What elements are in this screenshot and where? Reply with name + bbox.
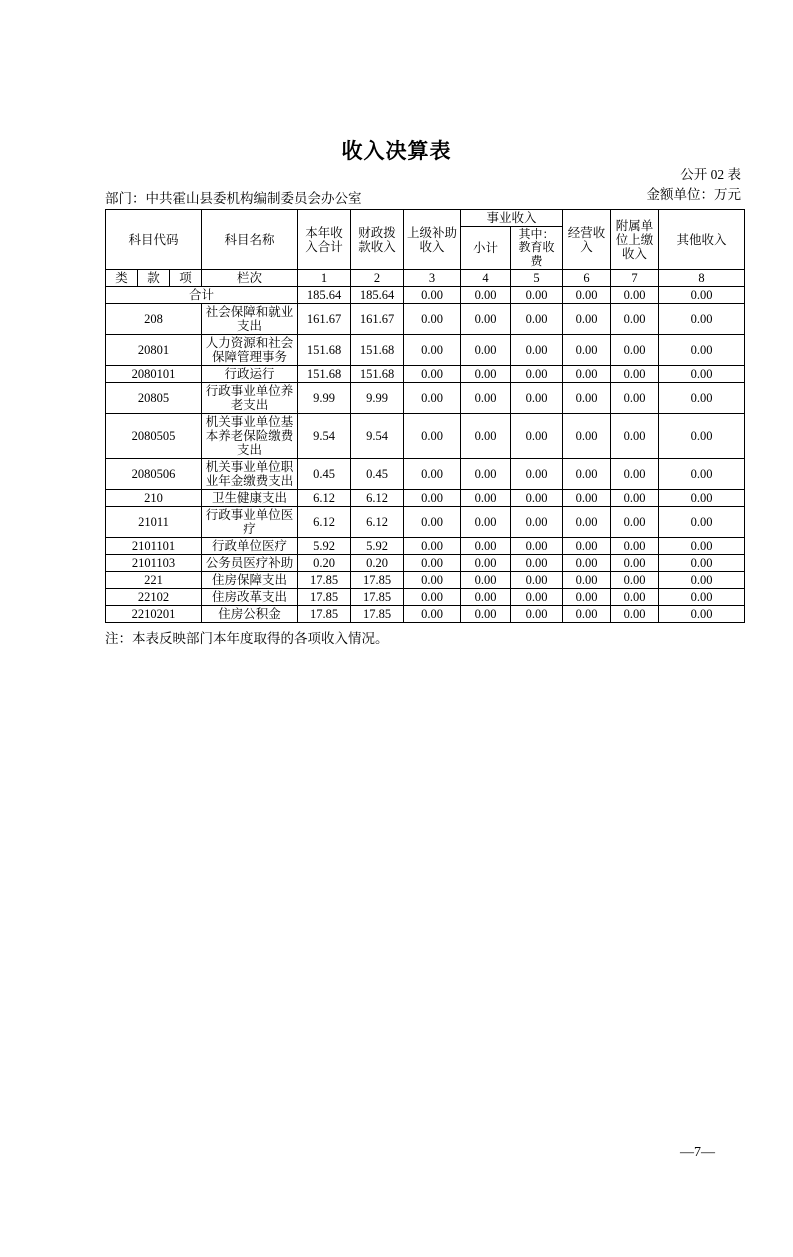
row-value-col-2: 151.68 bbox=[351, 366, 404, 383]
row-value-col-2: 9.99 bbox=[351, 383, 404, 414]
table-row bbox=[106, 304, 745, 335]
row-value-col-3: 0.00 bbox=[404, 555, 461, 572]
row-value-col-5: 0.00 bbox=[511, 555, 563, 572]
row-subject-name: 行政事业单位医疗 bbox=[202, 507, 298, 538]
page-number: —7— bbox=[680, 1145, 715, 1160]
row-subject-code: 2101103 bbox=[106, 555, 202, 572]
row-value-col-1: 0.20 bbox=[298, 555, 351, 572]
header-fiscal-appropriation: 财政拨款收入 bbox=[351, 210, 404, 270]
row-subject-name: 住房改革支出 bbox=[202, 589, 298, 606]
row-value-col-3: 0.00 bbox=[404, 414, 461, 459]
row-value-col-6: 0.00 bbox=[563, 366, 611, 383]
row-value-col-1: 17.85 bbox=[298, 572, 351, 589]
row-value-col-6: 0.00 bbox=[563, 383, 611, 414]
header-class: 类 bbox=[106, 270, 138, 287]
row-value-col-4: 0.00 bbox=[461, 304, 511, 335]
row-value-col-2: 17.85 bbox=[351, 572, 404, 589]
table-note: 注：本表反映部门本年度取得的各项收入情况。 bbox=[105, 631, 389, 647]
row-value-col-8: 0.00 bbox=[659, 383, 745, 414]
row-value-col-8: 0.00 bbox=[659, 335, 745, 366]
header-operating-income: 经营收入 bbox=[563, 210, 611, 270]
row-value-col-6: 0.00 bbox=[563, 287, 611, 304]
row-value-col-3: 0.00 bbox=[404, 490, 461, 507]
row-value-col-4: 0.00 bbox=[461, 507, 511, 538]
row-subject-code: 221 bbox=[106, 572, 202, 589]
row-subject-name: 卫生健康支出 bbox=[202, 490, 298, 507]
row-value-col-6: 0.00 bbox=[563, 335, 611, 366]
row-value-col-6: 0.00 bbox=[563, 304, 611, 335]
row-value-col-8: 0.00 bbox=[659, 538, 745, 555]
column-number-1: 1 bbox=[298, 270, 351, 287]
row-subject-code: 208 bbox=[106, 304, 202, 335]
table-body bbox=[106, 287, 745, 623]
row-value-col-4: 0.00 bbox=[461, 287, 511, 304]
row-value-col-5: 0.00 bbox=[511, 538, 563, 555]
row-subject-name: 公务员医疗补助 bbox=[202, 555, 298, 572]
row-value-col-4: 0.00 bbox=[461, 459, 511, 490]
row-value-col-1: 6.12 bbox=[298, 507, 351, 538]
row-value-col-7: 0.00 bbox=[611, 366, 659, 383]
row-value-col-1: 161.67 bbox=[298, 304, 351, 335]
row-value-col-7: 0.00 bbox=[611, 606, 659, 623]
row-value-col-7: 0.00 bbox=[611, 383, 659, 414]
header-section: 款 bbox=[138, 270, 170, 287]
row-subject-name: 住房公积金 bbox=[202, 606, 298, 623]
row-value-col-8: 0.00 bbox=[659, 589, 745, 606]
row-value-col-2: 161.67 bbox=[351, 304, 404, 335]
row-subject-code: 21011 bbox=[106, 507, 202, 538]
row-value-col-3: 0.00 bbox=[404, 383, 461, 414]
row-value-col-5: 0.00 bbox=[511, 589, 563, 606]
table-row bbox=[106, 459, 745, 490]
row-value-col-7: 0.00 bbox=[611, 304, 659, 335]
row-value-col-5: 0.00 bbox=[511, 572, 563, 589]
row-value-col-1: 9.99 bbox=[298, 383, 351, 414]
table-row bbox=[106, 383, 745, 414]
row-value-col-5: 0.00 bbox=[511, 459, 563, 490]
row-value-col-8: 0.00 bbox=[659, 490, 745, 507]
row-value-col-2: 151.68 bbox=[351, 335, 404, 366]
row-value-col-5: 0.00 bbox=[511, 366, 563, 383]
row-value-col-7: 0.00 bbox=[611, 589, 659, 606]
row-value-col-2: 6.12 bbox=[351, 490, 404, 507]
row-value-col-2: 17.85 bbox=[351, 606, 404, 623]
header-business-edu-fee: 其中：教育收费 bbox=[511, 227, 563, 270]
row-value-col-8: 0.00 bbox=[659, 366, 745, 383]
header-business-subtotal: 小计 bbox=[461, 227, 511, 270]
column-number-4: 4 bbox=[461, 270, 511, 287]
row-value-col-1: 9.54 bbox=[298, 414, 351, 459]
row-value-col-5: 0.00 bbox=[511, 383, 563, 414]
row-subject-code: 2210201 bbox=[106, 606, 202, 623]
row-value-col-5: 0.00 bbox=[511, 287, 563, 304]
row-value-col-1: 17.85 bbox=[298, 589, 351, 606]
table-row bbox=[106, 538, 745, 555]
row-subject-name: 机关事业单位职业年金缴费支出 bbox=[202, 459, 298, 490]
row-value-col-4: 0.00 bbox=[461, 572, 511, 589]
column-number-3: 3 bbox=[404, 270, 461, 287]
amount-unit-label: 金额单位：万元 bbox=[646, 187, 741, 202]
row-value-col-5: 0.00 bbox=[511, 414, 563, 459]
row-value-col-6: 0.00 bbox=[563, 507, 611, 538]
row-value-col-2: 5.92 bbox=[351, 538, 404, 555]
row-value-col-6: 0.00 bbox=[563, 459, 611, 490]
row-value-col-3: 0.00 bbox=[404, 538, 461, 555]
row-subject-name: 住房保障支出 bbox=[202, 572, 298, 589]
row-subject-code: 210 bbox=[106, 490, 202, 507]
header-subject-code: 科目代码 bbox=[106, 210, 202, 270]
row-subject-name: 行政运行 bbox=[202, 366, 298, 383]
table-row bbox=[106, 507, 745, 538]
row-value-col-7: 0.00 bbox=[611, 555, 659, 572]
row-value-col-3: 0.00 bbox=[404, 304, 461, 335]
table-row bbox=[106, 287, 745, 304]
header-superior-subsidy: 上级补助收入 bbox=[404, 210, 461, 270]
column-number-7: 7 bbox=[611, 270, 659, 287]
row-value-col-5: 0.00 bbox=[511, 304, 563, 335]
row-value-col-2: 0.45 bbox=[351, 459, 404, 490]
row-subject-name: 行政单位医疗 bbox=[202, 538, 298, 555]
row-value-col-6: 0.00 bbox=[563, 490, 611, 507]
row-subject-code: 2080505 bbox=[106, 414, 202, 459]
row-value-col-1: 151.68 bbox=[298, 366, 351, 383]
row-value-col-8: 0.00 bbox=[659, 507, 745, 538]
row-value-col-2: 0.20 bbox=[351, 555, 404, 572]
row-subject-code: 20805 bbox=[106, 383, 202, 414]
row-value-col-7: 0.00 bbox=[611, 414, 659, 459]
row-value-col-4: 0.00 bbox=[461, 383, 511, 414]
table-header-row-3 bbox=[106, 270, 745, 287]
row-value-col-1: 17.85 bbox=[298, 606, 351, 623]
row-value-col-2: 9.54 bbox=[351, 414, 404, 459]
header-business-income: 事业收入 bbox=[461, 210, 563, 227]
header-other-income: 其他收入 bbox=[659, 210, 745, 270]
row-value-col-4: 0.00 bbox=[461, 606, 511, 623]
row-subject-name: 机关事业单位基本养老保险缴费支出 bbox=[202, 414, 298, 459]
row-value-col-4: 0.00 bbox=[461, 414, 511, 459]
row-value-col-8: 0.00 bbox=[659, 304, 745, 335]
row-value-col-1: 0.45 bbox=[298, 459, 351, 490]
row-value-col-6: 0.00 bbox=[563, 414, 611, 459]
row-value-col-7: 0.00 bbox=[611, 507, 659, 538]
row-value-col-3: 0.00 bbox=[404, 507, 461, 538]
table-row bbox=[106, 490, 745, 507]
row-subject-name: 人力资源和社会保障管理事务 bbox=[202, 335, 298, 366]
column-number-6: 6 bbox=[563, 270, 611, 287]
row-value-col-6: 0.00 bbox=[563, 606, 611, 623]
row-subject-name: 行政事业单位养老支出 bbox=[202, 383, 298, 414]
row-value-col-5: 0.00 bbox=[511, 606, 563, 623]
row-value-col-7: 0.00 bbox=[611, 335, 659, 366]
row-value-col-1: 185.64 bbox=[298, 287, 351, 304]
income-final-accounts-table bbox=[105, 209, 745, 623]
column-number-5: 5 bbox=[511, 270, 563, 287]
column-number-2: 2 bbox=[351, 270, 404, 287]
header-affiliated-unit-paid: 附属单位上缴收入 bbox=[611, 210, 659, 270]
row-value-col-5: 0.00 bbox=[511, 335, 563, 366]
table-row bbox=[106, 606, 745, 623]
header-subject-name: 科目名称 bbox=[202, 210, 298, 270]
row-value-col-2: 6.12 bbox=[351, 507, 404, 538]
header-item: 项 bbox=[170, 270, 202, 287]
document-meta bbox=[105, 165, 741, 209]
meta-right-block bbox=[647, 165, 742, 205]
row-value-col-3: 0.00 bbox=[404, 459, 461, 490]
row-value-col-6: 0.00 bbox=[563, 589, 611, 606]
row-total-label: 合计 bbox=[106, 287, 298, 304]
row-value-col-4: 0.00 bbox=[461, 538, 511, 555]
row-value-col-8: 0.00 bbox=[659, 572, 745, 589]
table-row bbox=[106, 335, 745, 366]
department-label: 部门：中共霍山县委机构编制委员会办公室 bbox=[105, 191, 362, 206]
row-value-col-7: 0.00 bbox=[611, 287, 659, 304]
row-subject-name: 社会保障和就业支出 bbox=[202, 304, 298, 335]
header-column-label: 栏次 bbox=[202, 270, 298, 287]
row-value-col-1: 5.92 bbox=[298, 538, 351, 555]
row-value-col-8: 0.00 bbox=[659, 287, 745, 304]
public-form-label: 公开 02 表 bbox=[680, 167, 741, 182]
row-value-col-4: 0.00 bbox=[461, 589, 511, 606]
row-value-col-8: 0.00 bbox=[659, 606, 745, 623]
row-value-col-6: 0.00 bbox=[563, 538, 611, 555]
table-row bbox=[106, 414, 745, 459]
row-value-col-3: 0.00 bbox=[404, 589, 461, 606]
row-subject-code: 2101101 bbox=[106, 538, 202, 555]
row-value-col-3: 0.00 bbox=[404, 606, 461, 623]
table-row bbox=[106, 366, 745, 383]
row-value-col-3: 0.00 bbox=[404, 572, 461, 589]
column-number-8: 8 bbox=[659, 270, 745, 287]
row-value-col-4: 0.00 bbox=[461, 366, 511, 383]
row-value-col-8: 0.00 bbox=[659, 459, 745, 490]
row-value-col-2: 185.64 bbox=[351, 287, 404, 304]
table-row bbox=[106, 555, 745, 572]
document-page bbox=[0, 135, 793, 1257]
row-value-col-5: 0.00 bbox=[511, 490, 563, 507]
table-row bbox=[106, 589, 745, 606]
row-value-col-3: 0.00 bbox=[404, 335, 461, 366]
row-value-col-8: 0.00 bbox=[659, 414, 745, 459]
row-value-col-7: 0.00 bbox=[611, 459, 659, 490]
row-value-col-4: 0.00 bbox=[461, 490, 511, 507]
table-header-row-1 bbox=[106, 210, 745, 227]
table-row bbox=[106, 572, 745, 589]
row-value-col-3: 0.00 bbox=[404, 287, 461, 304]
row-subject-code: 2080101 bbox=[106, 366, 202, 383]
row-value-col-5: 0.00 bbox=[511, 507, 563, 538]
row-subject-code: 22102 bbox=[106, 589, 202, 606]
row-value-col-6: 0.00 bbox=[563, 572, 611, 589]
row-subject-code: 2080506 bbox=[106, 459, 202, 490]
row-value-col-7: 0.00 bbox=[611, 572, 659, 589]
row-subject-code: 20801 bbox=[106, 335, 202, 366]
page-title: 收入决算表 bbox=[341, 140, 452, 163]
row-value-col-6: 0.00 bbox=[563, 555, 611, 572]
row-value-col-4: 0.00 bbox=[461, 335, 511, 366]
row-value-col-1: 6.12 bbox=[298, 490, 351, 507]
row-value-col-1: 151.68 bbox=[298, 335, 351, 366]
row-value-col-7: 0.00 bbox=[611, 490, 659, 507]
header-year-income-total: 本年收入合计 bbox=[298, 210, 351, 270]
row-value-col-7: 0.00 bbox=[611, 538, 659, 555]
row-value-col-8: 0.00 bbox=[659, 555, 745, 572]
row-value-col-2: 17.85 bbox=[351, 589, 404, 606]
row-value-col-3: 0.00 bbox=[404, 366, 461, 383]
row-value-col-4: 0.00 bbox=[461, 555, 511, 572]
